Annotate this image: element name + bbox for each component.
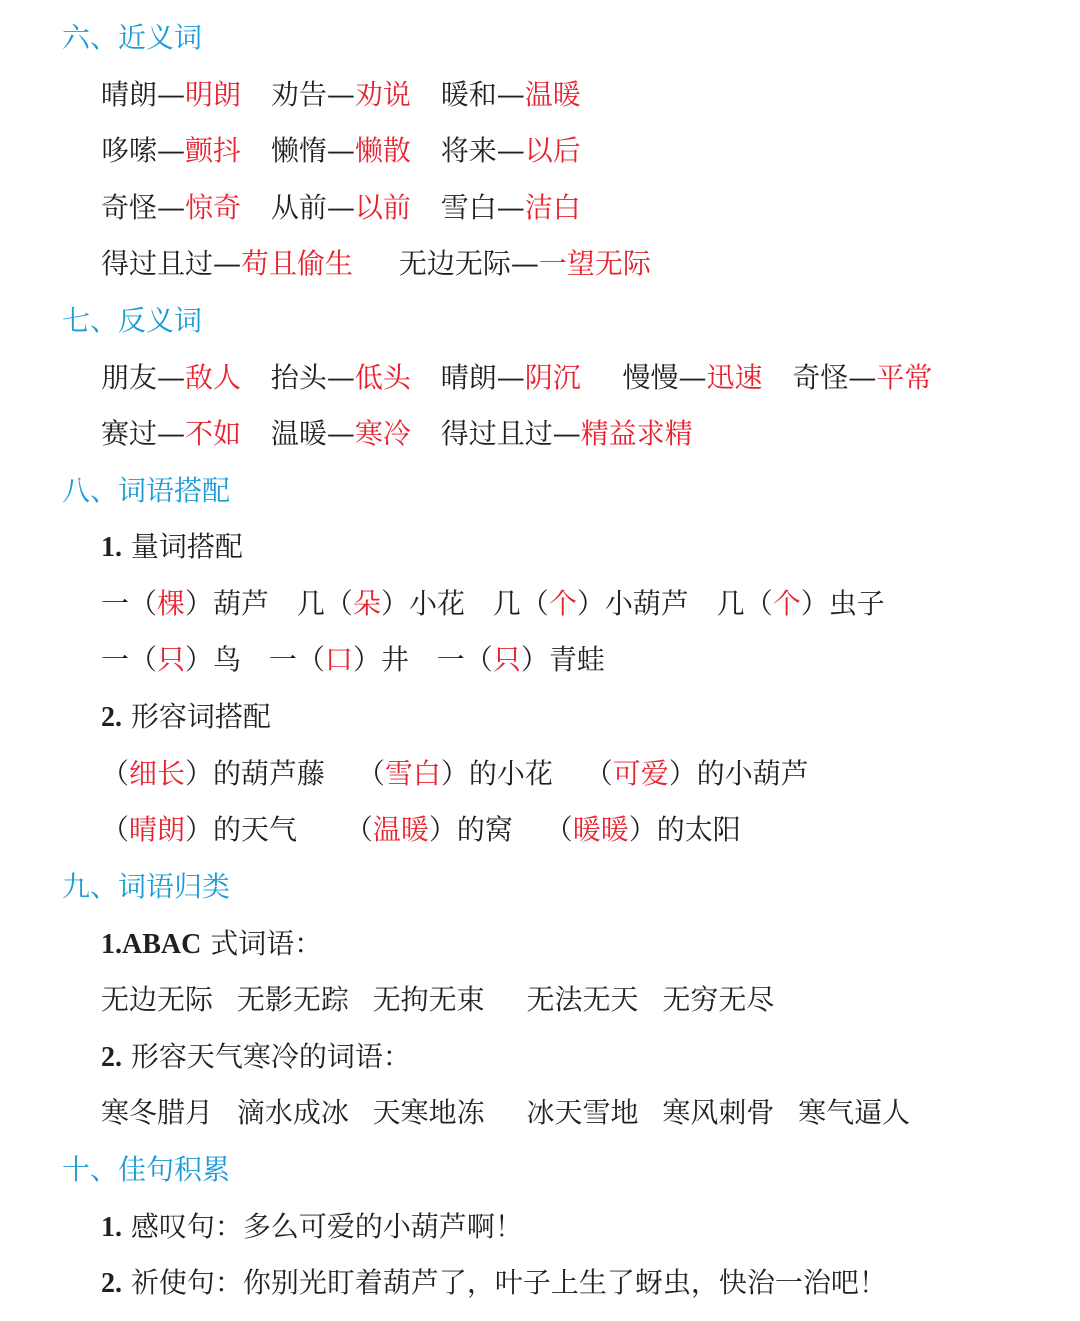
answer: 细长 (129, 757, 186, 790)
sentence-text: 祈使句：你别光盯着葫芦了，叶子上生了蚜虫，快治一治吧！ (130, 1266, 887, 1299)
word: 将来 (440, 134, 497, 167)
noun: 井 (380, 643, 409, 676)
subheading-label: 量词搭配 (130, 530, 243, 563)
word: 寒气逼人 (798, 1096, 911, 1129)
subheading-number: 1.ABAC (101, 929, 202, 960)
word: 滴水成冰 (236, 1096, 349, 1129)
sentence-number: 2. (101, 1268, 122, 1299)
section-heading-synonyms: 六、近义词 (62, 21, 203, 54)
sentence-number: 1. (101, 1212, 122, 1243)
answer: 洁白 (524, 191, 581, 224)
answer: 个 (772, 587, 801, 620)
answer: 明朗 (185, 78, 242, 111)
word: 抬头 (270, 361, 327, 394)
synonym-row: 奇怪—惊奇 从前—以前 雪白—洁白 (101, 191, 581, 224)
section-heading-classify: 九、词语归类 (62, 870, 231, 903)
adjective-row: （晴朗）的天气 （温暖）的窝 （暖暖）的太阳 (101, 813, 741, 846)
prefix: 一 (101, 587, 130, 620)
prefix: 一 (436, 643, 465, 676)
answer: 可爱 (612, 757, 669, 790)
word: 天寒地冻 (372, 1096, 485, 1129)
abac-word-row (101, 980, 774, 1020)
word: 得过且过 (101, 247, 214, 280)
word: 无影无踪 (236, 983, 349, 1016)
word: 无边无际 (101, 983, 214, 1016)
sentence-item (101, 1207, 523, 1247)
section-heading-collocation: 八、词语搭配 (62, 474, 231, 507)
answer: 以前 (354, 191, 411, 224)
subheading-label: 式词语： (210, 927, 323, 960)
word: 从前 (270, 191, 327, 224)
answer: 温暖 (372, 813, 429, 846)
word: 无边无际 (398, 247, 511, 280)
word: 奇怪 (101, 191, 158, 224)
answer: 平常 (876, 361, 933, 394)
answer: 低头 (354, 361, 411, 394)
answer: 只 (157, 643, 186, 676)
answer: 劝说 (354, 78, 411, 111)
subheading-label: 形容天气寒冷的词语： (130, 1040, 411, 1073)
subheading-adjectives (101, 697, 271, 737)
adjective-row: （细长）的葫芦藤 （雪白）的小花 （可爱）的小葫芦 (101, 757, 809, 790)
word: 雪白 (440, 191, 497, 224)
answer: 阴沉 (524, 361, 581, 394)
noun-phrase: 的小花 (468, 757, 553, 790)
word: 温暖 (270, 417, 327, 450)
noun: 小花 (408, 587, 465, 620)
synonym-row: 得过且过—苟且偷生 无边无际—一望无际 (101, 247, 651, 280)
word: 晴朗 (101, 78, 158, 111)
noun: 虫子 (828, 587, 885, 620)
word: 晴朗 (440, 361, 497, 394)
word: 无拘无束 (372, 983, 485, 1016)
prefix: 一 (268, 643, 297, 676)
prefix: 几 (716, 587, 745, 620)
subheading-abac (101, 924, 322, 964)
word: 无穷无尽 (662, 983, 775, 1016)
section-heading-antonyms: 七、反义词 (62, 304, 203, 337)
subheading-measure-words (101, 527, 243, 567)
answer: 惊奇 (185, 191, 242, 224)
answer: 雪白 (384, 757, 441, 790)
word: 懒惰 (270, 134, 327, 167)
subheading-number: 2. (101, 1042, 122, 1073)
prefix: 几 (296, 587, 325, 620)
answer: 只 (492, 643, 521, 676)
word: 奇怪 (792, 361, 849, 394)
noun: 小葫芦 (604, 587, 689, 620)
word: 寒风刺骨 (662, 1096, 775, 1129)
sentence-text: 感叹句：多么可爱的小葫芦啊！ (130, 1210, 523, 1243)
word: 慢慢 (622, 361, 679, 394)
word: 冰天雪地 (526, 1096, 639, 1129)
antonym-row: 朋友—敌人 抬头—低头 晴朗—阴沉 慢慢—迅速 奇怪—平常 (101, 361, 933, 394)
word: 得过且过 (440, 417, 553, 450)
prefix: 一 (101, 643, 130, 676)
subheading-number: 1. (101, 532, 122, 563)
sentence-item (101, 1263, 887, 1303)
prefix: 几 (492, 587, 521, 620)
answer: 寒冷 (354, 417, 411, 450)
answer: 迅速 (706, 361, 763, 394)
subheading-cold-weather (101, 1037, 411, 1077)
noun: 葫芦 (213, 587, 270, 620)
noun-phrase: 的窝 (456, 813, 513, 846)
word: 朋友 (101, 361, 158, 394)
answer: 晴朗 (129, 813, 186, 846)
noun-phrase: 的太阳 (656, 813, 741, 846)
cold-word-row (101, 1093, 910, 1133)
measure-row: 一（棵）葫芦 几（朵）小花 几（个）小葫芦 几（个）虫子 (101, 587, 885, 620)
noun-phrase: 的葫芦藤 (213, 757, 326, 790)
answer: 朵 (352, 587, 381, 620)
subheading-label: 形容词搭配 (130, 700, 271, 733)
answer: 精益求精 (580, 417, 693, 450)
answer: 以后 (524, 134, 581, 167)
answer: 棵 (157, 587, 186, 620)
answer: 敌人 (185, 361, 242, 394)
measure-row: 一（只）鸟 一（口）井 一（只）青蛙 (101, 643, 605, 676)
answer: 苟且偷生 (241, 247, 354, 280)
word: 寒冬腊月 (101, 1096, 214, 1129)
noun-phrase: 的天气 (213, 813, 298, 846)
word: 赛过 (101, 417, 158, 450)
synonym-row: 哆嗦—颤抖 懒惰—懒散 将来—以后 (101, 134, 581, 167)
noun-phrase: 的小葫芦 (696, 757, 809, 790)
synonym-row: 晴朗—明朗 劝告—劝说 暖和—温暖 (101, 78, 581, 111)
antonym-row: 赛过—不如 温暖—寒冷 得过且过—精益求精 (101, 417, 693, 450)
answer: 颤抖 (185, 134, 242, 167)
answer: 懒散 (354, 134, 411, 167)
answer: 暖暖 (572, 813, 629, 846)
section-heading-sentences: 十、佳句积累 (62, 1153, 231, 1186)
answer: 口 (324, 643, 353, 676)
word: 哆嗦 (101, 134, 158, 167)
word: 劝告 (270, 78, 327, 111)
answer: 不如 (185, 417, 242, 450)
word: 无法无天 (526, 983, 639, 1016)
answer: 一望无际 (538, 247, 651, 280)
word: 暖和 (440, 78, 497, 111)
answer: 个 (548, 587, 577, 620)
answer: 温暖 (524, 78, 581, 111)
noun: 青蛙 (548, 643, 605, 676)
subheading-number: 2. (101, 702, 122, 733)
noun: 鸟 (213, 643, 242, 676)
